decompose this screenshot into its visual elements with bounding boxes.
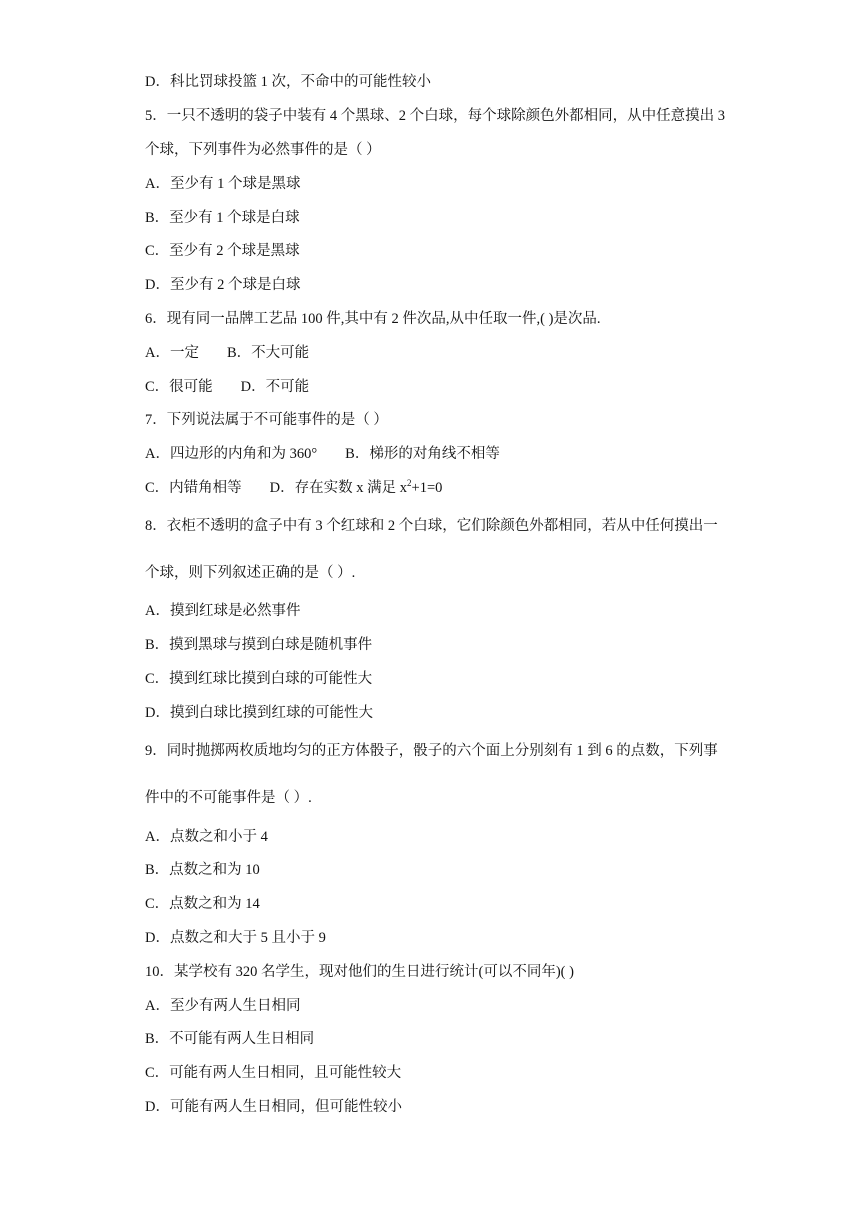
q6-options-cd	[145, 377, 309, 397]
q4-option-d: D．科比罚球投篮 1 次，不命中的可能性较小	[145, 74, 431, 90]
q7-option-d-superscript: 2	[407, 478, 412, 488]
q10-option-d: D．可能有两人生日相同，但可能性较小	[145, 1099, 402, 1115]
q8-stem-line1: 8．衣柜不透明的盒子中有 3 个红球和 2 个白球，它们除颜色外都相同，若从中任何摸出一	[145, 518, 718, 534]
q8-option-a: A．摸到红球是必然事件	[145, 603, 301, 619]
q7-option-d-suffix: +1=0	[411, 480, 443, 496]
q9-option-b: B．点数之和为 10	[145, 862, 260, 878]
q5-option-c: C．至少有 2 个球是黑球	[145, 243, 300, 259]
q6-option-a: A．一定	[145, 345, 199, 361]
q10-option-b: B．不可能有两人生日相同	[145, 1031, 315, 1047]
q9-option-a: A．点数之和小于 4	[145, 829, 268, 845]
q7-stem: 7．下列说法属于不可能事件的是（ ）	[145, 412, 388, 428]
q7-option-d	[270, 480, 443, 496]
q7-option-b: B．梯形的对角线不相等	[345, 446, 500, 462]
q7-options-cd	[145, 478, 442, 498]
q9-option-c: C．点数之和为 14	[145, 896, 260, 912]
q8-option-d: D．摸到白球比摸到红球的可能性大	[145, 705, 373, 721]
q5-option-a: A．至少有 1 个球是黑球	[145, 176, 301, 192]
q10-option-a: A．至少有两人生日相同	[145, 998, 301, 1014]
q7-option-d-prefix: D．存在实数 x 满足 x	[269, 480, 408, 496]
q7-option-c: C．内错角相等	[145, 480, 242, 496]
q6-option-b: B．不大可能	[226, 345, 310, 361]
q9-stem-line1: 9．同时抛掷两枚质地均匀的正方体骰子，骰子的六个面上分别刻有 1 到 6 的点数，下列事	[145, 743, 718, 759]
q5-option-d: D．至少有 2 个球是白球	[145, 277, 301, 293]
q10-option-c: C．可能有两人生日相同，且可能性较大	[145, 1065, 402, 1081]
q8-option-b: B．摸到黑球与摸到白球是随机事件	[145, 637, 373, 653]
q6-options-ab	[145, 343, 309, 363]
q9-stem-line2: 件中的不可能事件是（ ）.	[145, 790, 312, 806]
q8-stem-line2: 个球，则下列叙述正确的是（ ）.	[145, 565, 356, 581]
q10-stem: 10．某学校有 320 名学生，现对他们的生日进行统计(可以不同年)( )	[145, 964, 574, 980]
q8-option-c: C．摸到红球比摸到白球的可能性大	[145, 671, 373, 687]
q9-option-d: D．点数之和大于 5 且小于 9	[145, 930, 326, 946]
q5-stem-line2: 个球，下列事件为必然事件的是（ ）	[145, 142, 381, 158]
q5-stem-line1: 5．一只不透明的袋子中装有 4 个黑球、2 个白球，每个球除颜色外都相同，从中任意摸出 3	[145, 108, 725, 124]
q6-option-c: C．很可能	[145, 379, 213, 395]
q7-option-a: A．四边形的内角和为 360°	[145, 446, 318, 462]
q7-options-ab	[145, 444, 500, 464]
q5-option-b: B．至少有 1 个球是白球	[145, 210, 300, 226]
q6-stem: 6．现有同一品牌工艺品 100 件,其中有 2 件次品,从中任取一件,( )是次品.	[145, 311, 601, 327]
q6-option-d: D．不可能	[240, 379, 310, 395]
